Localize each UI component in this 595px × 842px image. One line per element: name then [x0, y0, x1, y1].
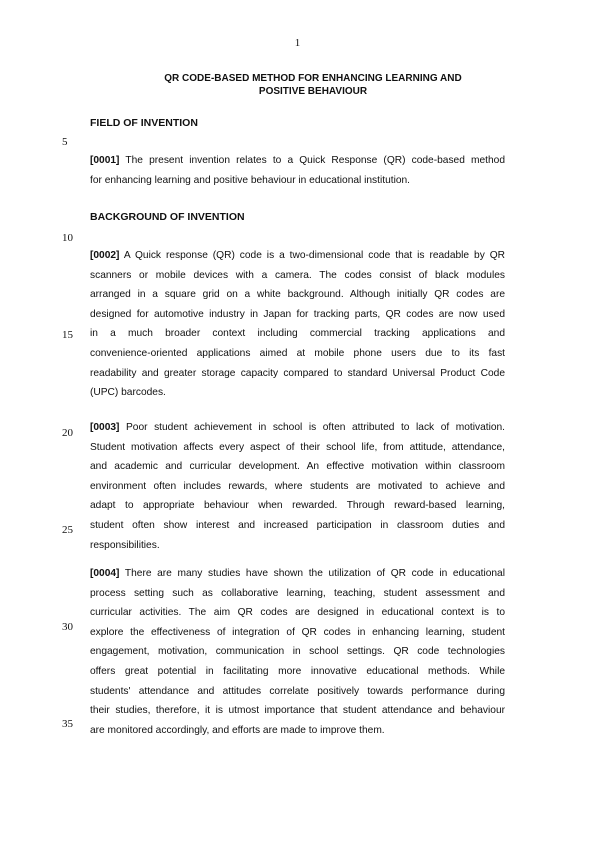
paragraph-ref: [0002] [90, 250, 120, 261]
paragraph-line: process setting such as collaborative learning, teaching, student assessment and [90, 587, 505, 599]
paragraph-line: Student motivation affects every aspect of their school life, from attitude, attendance, [90, 441, 505, 453]
paragraph-line: convenience-oriented applications aimed at mobile phone users due to its fast [90, 347, 505, 359]
title-line: QR CODE-BASED METHOD FOR ENHANCING LEARNING AND [164, 73, 462, 84]
paragraph-line: arranged in a square grid on a white background. Although initially QR codes are [90, 289, 505, 301]
paragraph-line: curricular activities. The aim QR codes are designed in educational context is to [90, 607, 505, 619]
paragraph-0002 [90, 246, 505, 403]
paragraph-line: readability and greater storage capacity compared to standard Universal Product Code [90, 367, 505, 379]
line-number: 20 [62, 427, 73, 439]
paragraph-line: responsibilities. [90, 539, 160, 551]
paragraph-line: environment often includes rewards, where students are motivated to achieve and [90, 480, 505, 492]
paragraph-line: designed for automotive industry in Japan for tracking parts, QR codes are now used [90, 308, 505, 320]
paragraph-line: in a much broader context including commercial tracking applications and [90, 328, 505, 340]
section-heading-field: FIELD OF INVENTION [90, 117, 198, 129]
paragraph-line: [0004] There are many studies have shown the utilization of QR code in educational [90, 568, 505, 579]
line-number: 35 [62, 718, 73, 730]
paragraph-ref: [0003] [90, 422, 120, 433]
paragraph-line: offers great potential in facilitating more innovative educational methods. While [90, 665, 505, 677]
paragraph-ref: [0004] [90, 568, 120, 579]
paragraph-line: are monitored accordingly, and efforts are made to improve them. [90, 724, 385, 736]
paragraph-0001 [90, 151, 505, 190]
paragraph-ref: [0001] [90, 155, 120, 166]
paragraph-line: engagement, motivation, communication in school settings. QR code technologies [90, 646, 505, 658]
paragraph-line: adapt to appropriate behaviour when rewarded. Through reward-based learning, [90, 500, 505, 512]
paragraph-line: scanners or mobile devices with a camera. The codes consist of black modules [90, 269, 505, 281]
title-line: POSITIVE BEHAVIOUR [258, 86, 368, 97]
paragraph-line: explore the effectiveness of integration of QR codes in enhancing learning, student [90, 626, 505, 638]
paragraph-line: (UPC) barcodes. [90, 387, 166, 399]
line-number: 30 [62, 621, 73, 633]
paragraph-line: and academic and curricular development. An effective motivation within classroom [90, 461, 505, 473]
paragraph-line: student often show interest and increased participation in classroom duties and [90, 519, 505, 531]
paragraph-line: students' attendance and attitudes correlate positively towards performance during [90, 685, 505, 697]
paragraph-line: their studies, therefore, it is utmost importance that student attendance and behaviour [90, 705, 505, 717]
paragraph-0004 [90, 564, 505, 740]
page-number: 1 [294, 37, 301, 49]
paragraph-line: [0003] Poor student achievement in school is often attributed to lack of motivation. [90, 422, 505, 433]
paragraph-line: [0001] The present invention relates to a Quick Response (QR) code-based method [90, 155, 505, 166]
paragraph-0003 [90, 418, 505, 555]
line-number: 15 [62, 329, 73, 341]
document-title [90, 72, 536, 98]
line-number: 5 [62, 136, 68, 148]
line-number: 25 [62, 524, 73, 536]
section-heading-background: BACKGROUND OF INVENTION [90, 211, 245, 223]
paragraph-line: for enhancing learning and positive behaviour in educational institution. [90, 174, 410, 186]
line-number: 10 [62, 232, 73, 244]
paragraph-line: [0002] A Quick response (QR) code is a two-dimensional code that is readable by QR [90, 250, 505, 261]
